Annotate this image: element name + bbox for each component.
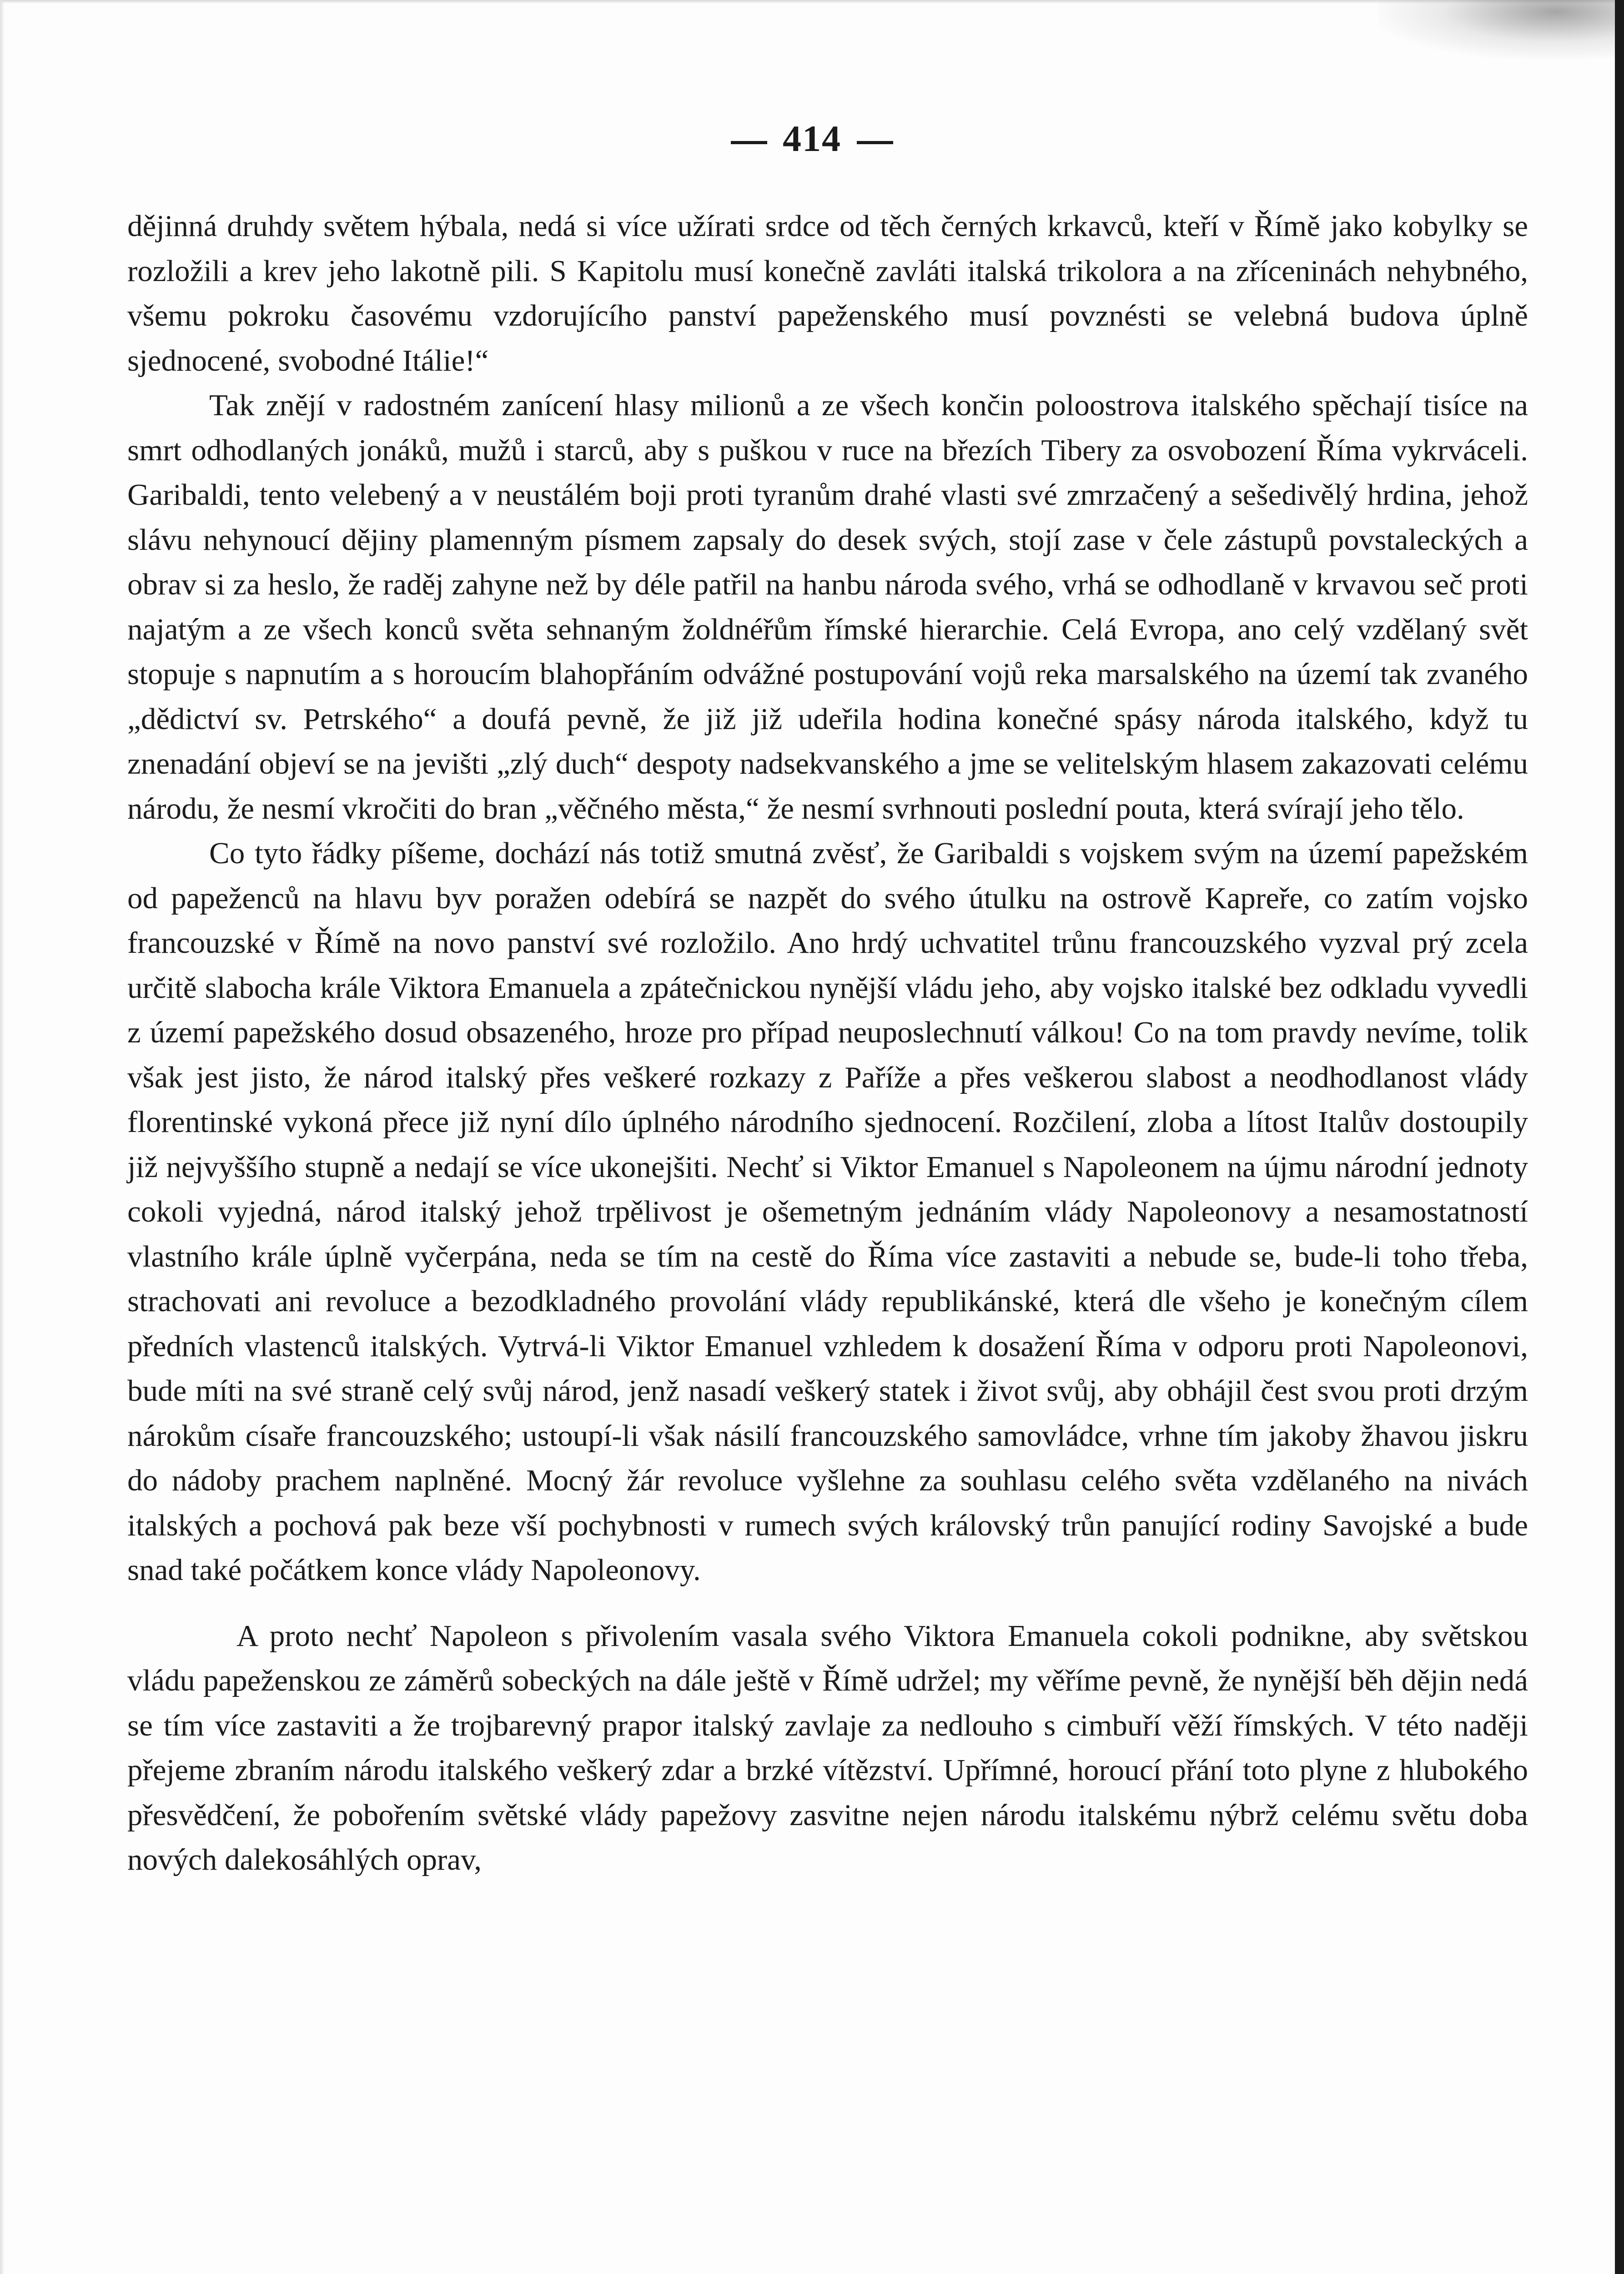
- paragraph-gap: [127, 1593, 1528, 1614]
- paragraph-1: dějinná druhdy světem hýbala, nedá si více užírati srdce od těch černých krkavců, kteří v Římě jako kobylky se rozložili a krev jeho lakotně pili. S Kapitolu musí konečně zavláti italská trikolora a na zříceninách nehybného, všemu pokroku časovému vzdorujícího panství papeženského musí povznésti se velebná budova úplně sjednocené, svobodné Itálie!“: [127, 209, 1528, 377]
- header-dash-right: [857, 141, 893, 144]
- paragraph-3: Co tyto řádky píšeme, dochází nás totiž smutná zvěsť, že Garibaldi s vojskem svým na území papežském od papeženců na hlavu byv poražen odebírá se nazpět do svého útulku na ostrově Kapreře, co zatím vojsko francouzské v Římě na novo panství své rozložilo. Ano hrdý uchvatitel trůnu francouzského vyzval prý zcela určitě slabocha krále Viktora Emanuela a zpátečnickou nynější vládu jeho, aby vojsko italské bez odkladu vyvedli z území papežského dosud obsazeného, hroze pro případ neuposlechnutí válkou! Co na tom pravdy nevíme, tolik však jest jisto, že národ italský přes veškeré rozkazy z Paříže a přes veškerou slabost a neodhodlanost vlády florentinské vykoná přece již nyní dílo úplného národního sjednocení. Rozčilení, zloba a lítost Italův dostoupily již nejvyššího stupně a nedají se více ukonejšiti. Nechť si Viktor Emanuel s Napoleonem na újmu národní jednoty cokoli vyjedná, národ italský jehož trpělivost je ošemetným jednáním vlády Napoleonovy a nesamostatností vlastního krále úplně vyčerpána, neda se tím na cestě do Říma více zastaviti a nebude se, bude-li toho třeba, strachovati ani revoluce a bezodkladného provolání vlády republikánské, která dle všeho je konečným cílem předních vlastenců italských. Vytrvá-li Viktor Emanuel vzhledem k dosažení Říma v odporu proti Napoleonovi, bude míti na své straně celý svůj národ, jenž nasadí veškerý statek i život svůj, aby obhájil čest svou proti drzým nárokům císaře francouzského; ustoupí-li však násilí francouzského samovládce, vrhne tím jakoby žhavou jiskru do nádoby prachem naplněné. Mocný žár revoluce vyšlehne za souhlasu celého světa vzdělaného na nivách italských a pochová pak beze vší pochybnosti v rumech svých královský trůn panující rodiny Savojské a bude snad také počátkem konce vlády Napoleonovy.: [127, 836, 1528, 1587]
- paragraph-2: Tak znějí v radostném zanícení hlasy milionů a ze všech končin poloostrova italského spěchají tisíce na smrt odhodlaných jonáků, mužů i starců, aby s puškou v ruce na březích Tibery za osvobození Říma vykrváceli. Garibaldi, tento velebený a v neustálém boji proti tyranům drahé vlasti své zmrzačený a sešedivělý hrdina, jehož slávu nehynoucí dějiny plamenným písmem zapsaly do desek svých, stojí zase v čele zástupů povstaleckých a obrav si za heslo, že raděj zahyne než by déle patřil na hanbu národa svého, vrhá se odhodlaně v krvavou seč proti najatým a ze všech konců světa sehnaným žoldnéřům římské hierarchie. Celá Evropa, ano celý vzdělaný svět stopuje s napnutím a s horoucím blahopřáním odvážné postupování vojů reka marsalského na území tak zvaného „dědictví sv. Petrského“ a doufá pevně, že již již udeřila hodina konečné spásy národa italského, když tu znenadání objeví se na jevišti „zlý duch“ despoty nadsekvanského a jme se velitelským hlasem zakazovati celému národu, že nesmí vkročiti do bran „věčného města,“ že nesmí svrhnouti poslední pouta, která svírají jeho tělo.: [127, 388, 1528, 825]
- page-number: 414: [783, 118, 841, 159]
- paragraph-4: A proto nechť Napoleon s přivolením vasala svého Viktora Emanuela cokoli podnikne, aby světskou vládu papeženskou ze záměrů sobeckých na dále ještě v Římě udržel; my věříme pevně, že nynější běh dějin nedá se tím více zastaviti a že trojbarevný prapor italský zavlaje za nedlouho s cimbuří věží římských. V této naději přejeme zbraním národu italského veškerý zdar a brzké vítězství. Upřímné, horoucí přání toto plyne z hlubokého přesvědčení, že pobořením světské vlády papežovy zasvitne nejen národu italskému nýbrž celému světu doba nových dalekosáhlých oprav,: [127, 1619, 1528, 1877]
- page-header: [0, 117, 1624, 160]
- page-right-edge: [1615, 0, 1624, 2274]
- header-dash-left: [731, 141, 767, 144]
- scan-smudge: [1378, 0, 1615, 59]
- page-left-edge: [0, 0, 5, 2274]
- body-text: [127, 204, 1528, 1882]
